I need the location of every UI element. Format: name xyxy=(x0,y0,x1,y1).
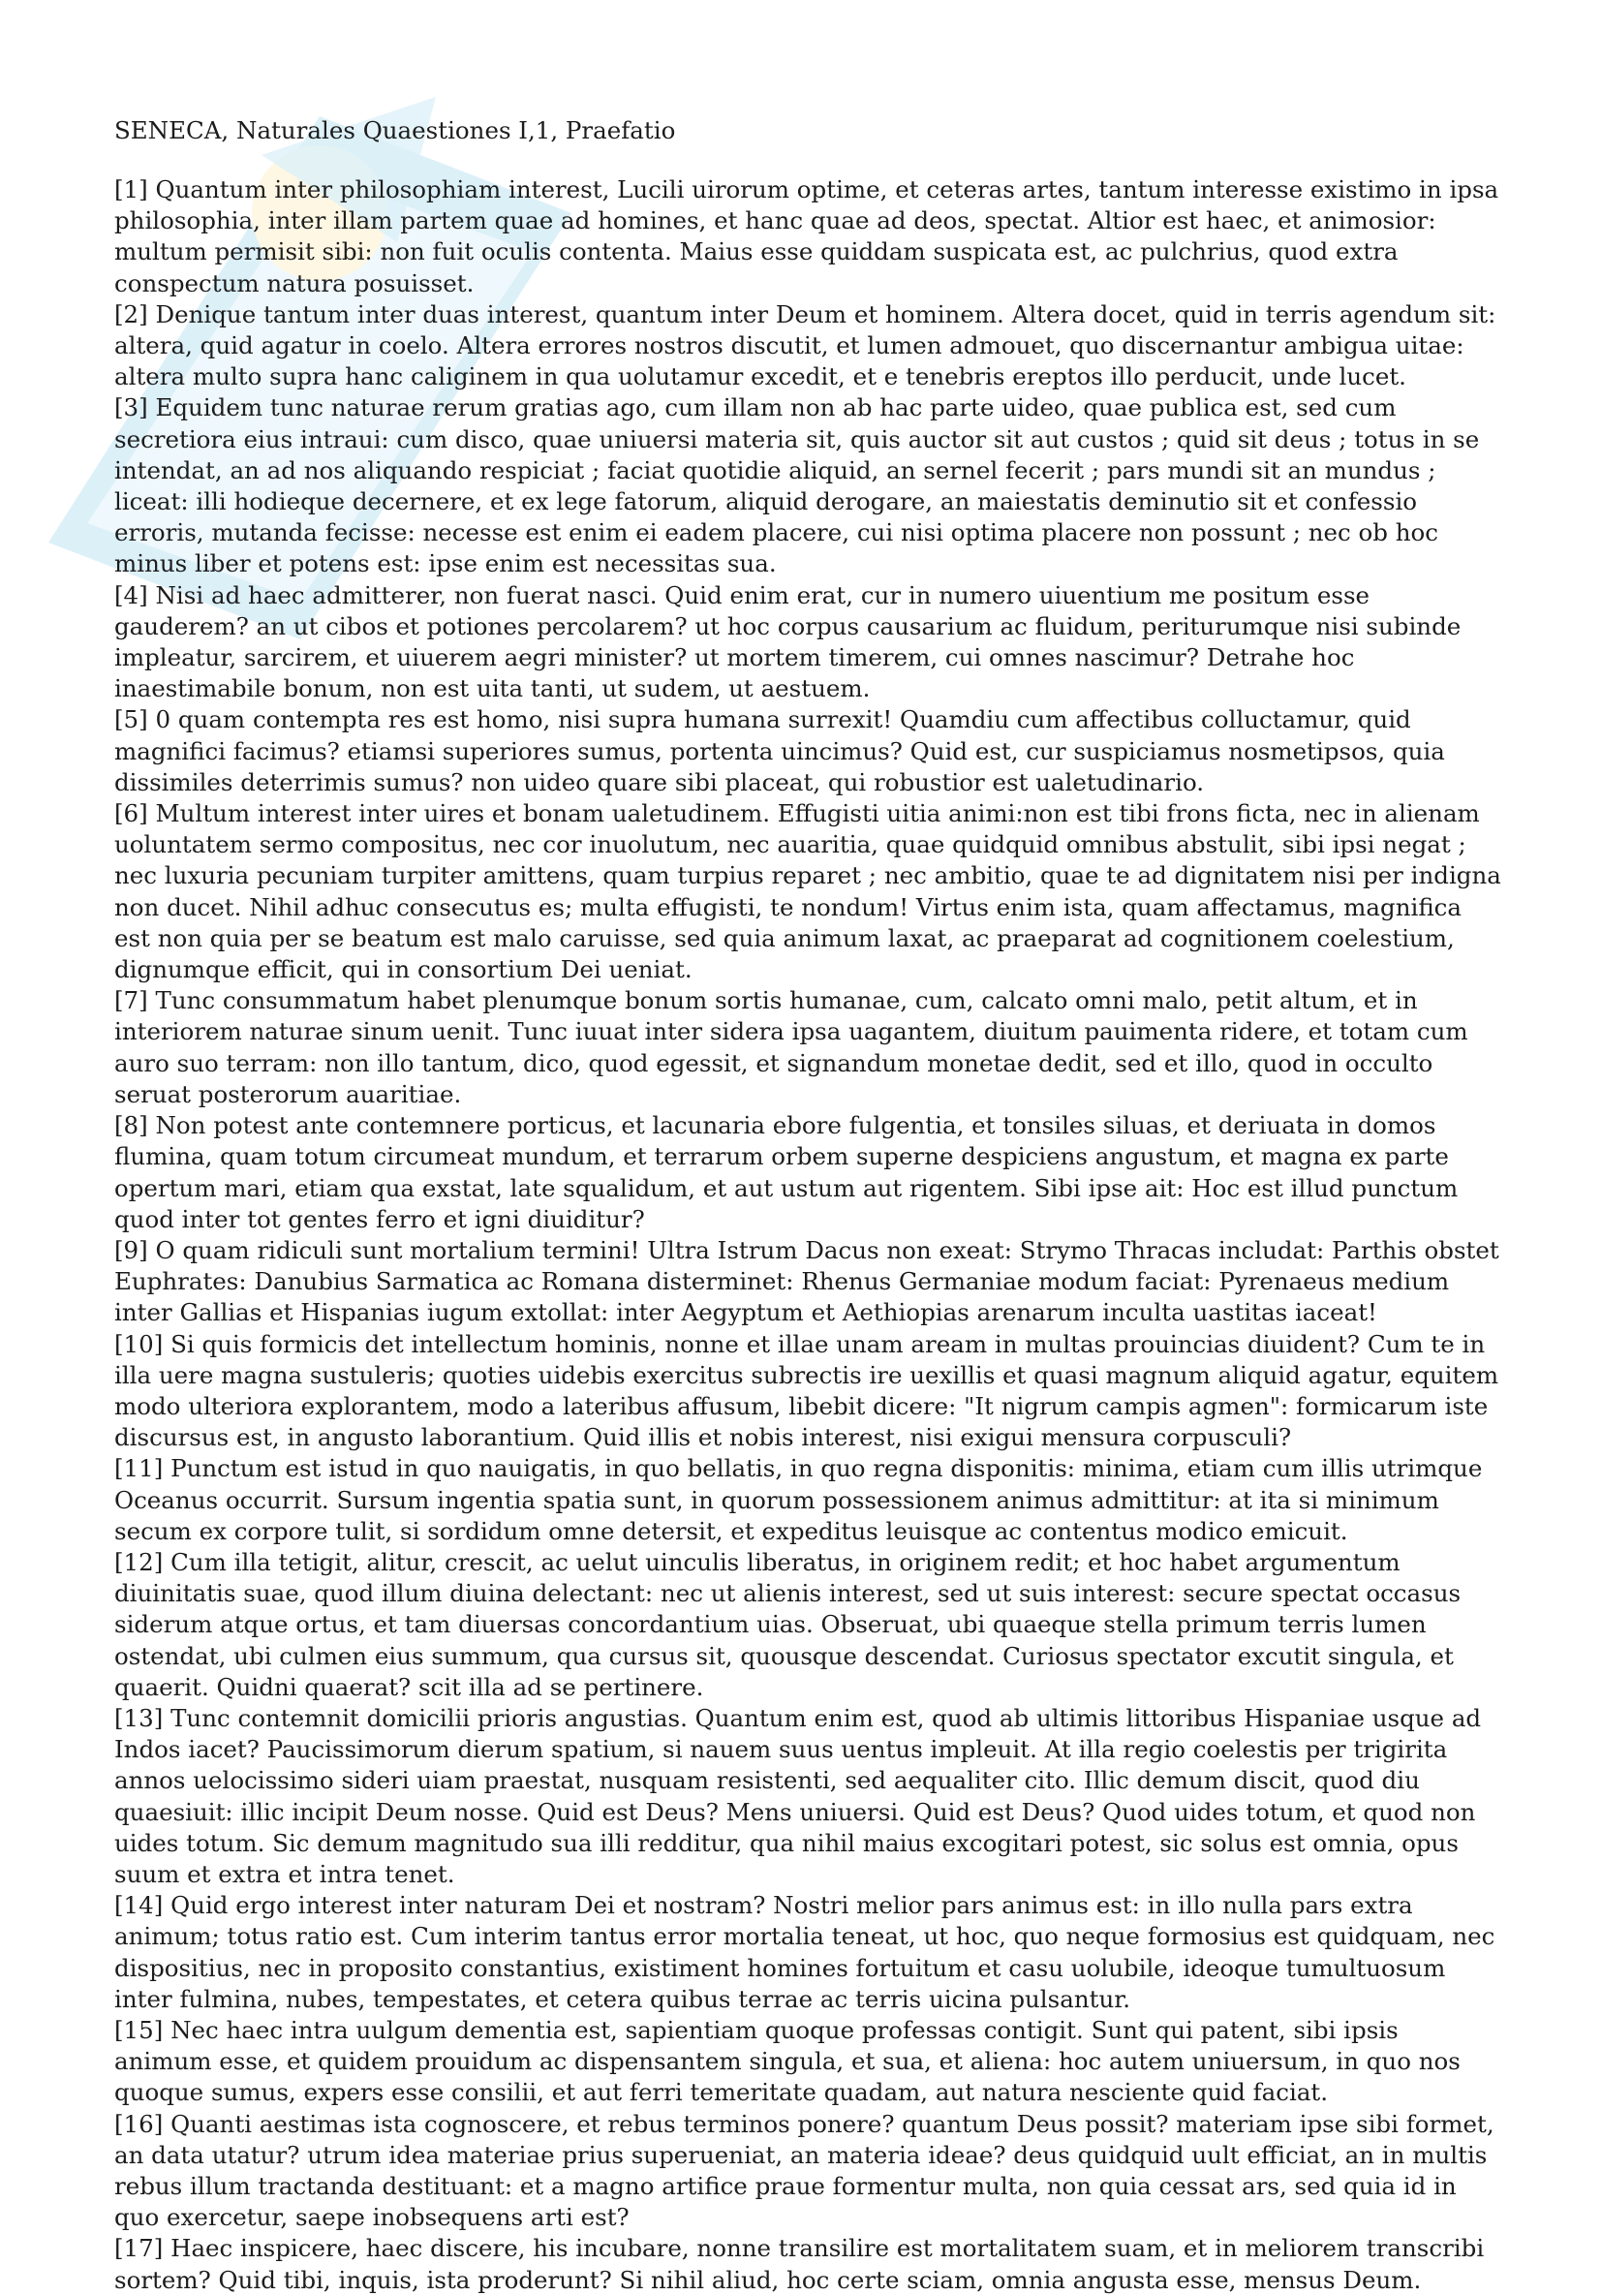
paragraph-2: [2] Denique tantum inter duas interest, quantum inter Deum et hominem. Altera docet, quid in terris agendum sit: altera, quid agatur in coelo. Altera errores nostros discutit, et lumen admouet, quo discernantur ambigua uitae: altera multo supra hanc caliginem in qua uolutamur excedit, et e tenebris ereptos illo perducit, unde lucet. xyxy=(114,299,1496,391)
paragraph-10: [10] Si quis formicis det intellectum hominis, nonne et illae unam aream in multas prouincias diuident? Cum te in illa uere magna sustuleris; quoties uidebis exercitus subrectis ire uexillis et quasi magnum aliquid agatur, equitem modo ulteriora explorantem, modo a lateribus affusum, libebit dicere: "It nigrum campis agmen": formicarum iste discursus est, in angusto laborantium. Quid illis et nobis interest, nisi exigui mensura corpusculi? xyxy=(114,1329,1499,1452)
paragraph-16: [16] Quanti aestimas ista cognoscere, et rebus terminos ponere? quantum Deus possit? materiam ipse sibi formet, an data utatur? utrum idea materiae prius superueniat, an materia ideae? deus quidquid uult efficiat, an in multis rebus illum tractanda destituant: et a magno artifice praue formentur multa, non quia cessat ars, sed quia id in quo exercetur, saepe inobsequens arti est? xyxy=(114,2109,1494,2232)
paragraph-11: [11] Punctum est istud in quo nauigatis, in quo bellatis, in quo regna disponitis: minima, etiam cum illis utrimque Oceanus occurrit. Sursum ingentia spatia sunt, in quorum possessionem animus admittitur: at ita si minimum secum ex corpore tulit, si sordidum omne detersit, et expeditus leuisque ac contentus modico emicuit. xyxy=(114,1454,1483,1545)
paragraph-4: [4] Nisi ad haec admitterer, non fuerat nasci. Quid enim erat, cur in numero uiuentium me positum esse gauderem? an ut cibos et potiones percolarem? ut hoc corpus causarium ac fluidum, periturumque nisi subinde impleatur, sarcirem, et uiuerem aegri minister? ut mortem timerem, cui omnes nascimur? Detrahe hoc inaestimabile bonum, non est uita tanti, ut sudem, ut aestuem. xyxy=(114,580,1462,703)
document-title: SENECA, Naturales Quaestiones I,1, Praefatio xyxy=(114,116,676,144)
paragraph-3: [3] Equidem tunc naturae rerum gratias ago, cum illam non ab hac parte uideo, quae publica est, sed cum secretiora eius intraui: cum disco, quae uniuersi materia sit, quis auctor sit aut custos ; quid sit deus ; totus in se intendat, an ad nos aliquando respiciat ; faciat quotidie aliquid, an sernel fecerit ; pars mundi sit an mundus ; liceat: illi hodieque decernere, et ex lege fatorum, aliquid derogare, an maiestatis deminutio sit et confessio erroris, mutanda fecisse: necesse est enim ei eadem placere, cui nisi optima placere non possunt ; nec ob hoc minus liber et potens est: ipse enim est necessitas sua. xyxy=(114,393,1480,578)
document-body xyxy=(114,174,1501,2296)
paragraph-13: [13] Tunc contemnit domicilii prioris angustias. Quantum enim est, quod ab ultimis littoribus Hispaniae usque ad Indos iacet? Paucissimorum dierum spatium, si nauem suus uentus impleuit. At illa regio coelestis per trigirita annos uelocissimo sideri uiam praestat, nusquam resistenti, sed aequaliter cito. Illic demum discit, quod diu quaesiuit: illic incipit Deum nosse. Quid est Deus? Mens uniuersi. Quid est Deus? Quod uides totum, et quod non uides totum. Sic demum magnitudo sua illi redditur, qua nihil maius excogitari potest, sic solus est omnia, opus suum et extra et intra tenet. xyxy=(114,1703,1482,1888)
paragraph-1: [1] Quantum inter philosophiam interest, Lucili uirorum optime, et ceteras artes, tantum interesse existimo in ipsa philosophia, inter illam partem quae ad homines, et hanc quae ad deos, spectat. Altior est haec, et animosior: multum permisit sibi: non fuit oculis contenta. Maius esse quiddam suspicata est, ac pulchrius, quod extra conspectum natura posuisset. xyxy=(114,175,1499,297)
paragraph-14: [14] Quid ergo interest inter naturam Dei et nostram? Nostri melior pars animus est: in illo nulla pars extra animum; totus ratio est. Cum interim tantus error mortalia teneat, ut hoc, quo neque formosius est quidquam, nec dispositius, nec in proposito constantius, existiment homines fortuitum et casu uolubile, ideoque tumultuosum inter fulmina, nubes, tempestates, et cetera quibus terrae ac terris uicina pulsantur. xyxy=(114,1891,1495,2013)
paragraph-17: [17] Haec inspicere, haec discere, his incubare, nonne transilire est mortalitatem suam, et in meliorem transcribi sortem? Quid tibi, inquis, ista proderunt? Si nihil aliud, hoc certe sciam, omnia angusta esse, mensus Deum. xyxy=(114,2234,1485,2294)
paragraph-5: [5] 0 quam contempta res est homo, nisi supra humana surrexit! Quamdiu cum affectibus colluctamur, quid magnifici facimus? etiamsi superiores sumus, portenta uincimus? Quid est, cur suspiciamus nosmetipsos, quia dissimiles deterrimis sumus? non uideo quare sibi placeat, qui robustior est ualetudinario. xyxy=(114,705,1445,796)
paragraph-7: [7] Tunc consummatum habet plenumque bonum sortis humanae, cum, calcato omni malo, petit altum, et in interiorem naturae sinum uenit. Tunc iuuat inter sidera ipsa uagantem, diuitum pauimenta ridere, et totam cum auro suo terram: non illo tantum, dico, quod egessit, et signandum monetae dedit, sed et illo, quod in occulto seruat posterorum auaritiae. xyxy=(114,986,1468,1108)
paragraph-15: [15] Nec haec intra uulgum dementia est, sapientiam quoque professas contigit. Sunt qui patent, sibi ipsis animum esse, et quidem prouidum ac dispensantem singula, et sua, et aliena: hoc autem uniuersum, in quo nos quoque sumus, expers esse consilii, et aut ferri temeritate quadam, aut natura nesciente quid faciat. xyxy=(114,2015,1461,2107)
paragraph-6: [6] Multum interest inter uires et bonam ualetudinem. Effugisti uitia animi:non est tibi frons ficta, nec in alienam uoluntatem sermo compositus, nec cor inuolutum, nec auaritia, quae quidquid omnibus abstulit, sibi ipsi negat ; nec luxuria pecuniam turpiter amittens, quam turpius reparet ; nec ambitio, quae te ad dignitatem nisi per indigna non ducet. Nihil adhuc consecutus es; multa effugisti, te nondum! Virtus enim ista, quam affectamus, magnifica est non quia per se beatum est malo caruisse, sed quia animum laxat, ac praeparat ad cognitionem coelestium, dignumque efficit, qui in consortium Dei ueniat. xyxy=(114,799,1501,984)
paragraph-12: [12] Cum illa tetigit, alitur, crescit, ac uelut uinculis liberatus, in originem redit; et hoc habet argumentum diuinitatis suae, quod illum diuina delectant: nec ut alienis interest, sed ut suis interest: secure spectat occasus siderum atque ortus, et tam diuersas concordantium uias. Obseruat, ubi quaeque stella primum terris lumen ostendat, ubi culmen eius summum, qua cursus sit, quousque descendat. Curiosus spectator excutit singula, et quaerit. Quidni quaerat? scit illa ad se pertinere. xyxy=(114,1547,1462,1701)
document-page xyxy=(114,114,1501,2296)
paragraph-9: [9] O quam ridiculi sunt mortalium termini! Ultra Istrum Dacus non exeat: Strymo Thracas includat: Parthis obstet Euphrates: Danubius Sarmatica ac Romana disterminet: Rhenus Germaniae modum faciat: Pyrenaeus medium inter Gallias et Hispanias iugum extollat: inter Aegyptum et Aethiopias arenarum inculta uastitas iaceat! xyxy=(114,1235,1499,1327)
paragraph-8: [8] Non potest ante contemnere porticus, et lacunaria ebore fulgentia, et tonsiles siluas, et deriuata in domos flumina, quam totum circumeat mundum, et terrarum orbem superne despiciens angustum, et magna ex parte opertum mari, etiam qua exstat, late squalidum, et aut ustum aut rigentem. Sibi ipse ait: Hoc est illud punctum quod inter tot gentes ferro et igni diuiditur? xyxy=(114,1111,1459,1233)
